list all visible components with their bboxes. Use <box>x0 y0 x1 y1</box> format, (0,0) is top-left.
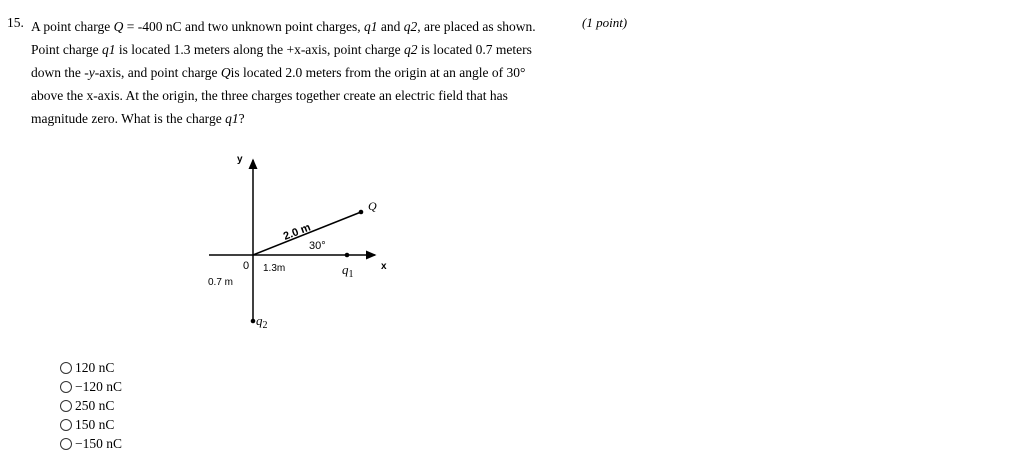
question-text-segment: is located 0.7 meters <box>417 42 532 57</box>
question-text-segment: -axis, and point charge <box>94 65 221 80</box>
answer-label: 120 nC <box>75 359 115 375</box>
answer-label: −120 nC <box>75 378 122 394</box>
question-line <box>31 61 571 84</box>
question-charge-symbol: q1 <box>363 19 378 34</box>
distance-q1-label: 1.3m <box>263 263 286 274</box>
charge-q1-letter: q <box>342 262 349 277</box>
charge-q2-subscript: 2 <box>262 320 268 331</box>
radio-button[interactable] <box>60 438 72 450</box>
charge-q1-dot <box>345 253 350 258</box>
question-variable: Q <box>220 65 231 80</box>
question-number: 15. <box>7 15 24 30</box>
charge-q-dot <box>359 210 364 215</box>
question-line <box>31 38 571 61</box>
question-text-segment: , are placed as shown. <box>417 19 536 34</box>
question-charge-symbol: q2 <box>403 19 418 34</box>
radio-button[interactable] <box>60 381 72 393</box>
radio-button[interactable] <box>60 362 72 374</box>
charge-q2-letter: q <box>256 313 263 328</box>
question-text-segment: magnitude zero. What is the charge <box>31 111 226 126</box>
answer-choice[interactable] <box>60 396 122 415</box>
charge-q1-label <box>342 262 354 280</box>
answer-choice[interactable] <box>60 415 122 434</box>
answer-label: 250 nC <box>75 397 115 413</box>
question-text-segment: = -400 nC and two unknown point charges, <box>123 19 364 34</box>
answer-label: −150 nC <box>75 435 122 451</box>
question-variable: y <box>88 65 95 80</box>
question-text-segment: A point charge <box>31 19 114 34</box>
question-points: (1 point) <box>582 15 628 30</box>
charge-q1-subscript: 1 <box>348 269 354 280</box>
charge-q2-label <box>256 313 268 331</box>
origin-label: 0 <box>243 260 250 272</box>
answer-choice[interactable] <box>60 358 122 377</box>
question-text-segment: ? <box>238 111 245 126</box>
radio-button[interactable] <box>60 419 72 431</box>
question-charge-symbol: q1 <box>225 111 239 126</box>
question-text-segment: above the x-axis. At the origin, the three charges together create an electric field that has <box>31 88 508 103</box>
question-line <box>31 107 571 130</box>
answer-choice[interactable] <box>60 377 122 396</box>
answer-label: 150 nC <box>75 416 115 432</box>
distance-q2-label: 0.7 m <box>208 277 234 288</box>
question-variable: Q <box>113 19 124 34</box>
question-text-segment: down the - <box>31 65 89 80</box>
answer-choices <box>60 358 122 453</box>
answer-choice[interactable] <box>60 434 122 453</box>
angle-label: 30° <box>309 240 326 252</box>
charge-diagram <box>195 148 395 338</box>
question-text-segment: is located 1.3 meters along the +x-axis, point charge <box>115 42 405 57</box>
radio-button[interactable] <box>60 400 72 412</box>
charge-q-label: Q <box>368 199 377 213</box>
x-axis-label: x <box>381 261 387 272</box>
question-charge-symbol: q1 <box>102 42 116 57</box>
y-axis-label: y <box>237 154 243 165</box>
question-line <box>31 15 571 38</box>
question-line <box>31 84 571 107</box>
question-text-segment: is located 2.0 meters from the origin at an angle of 30° <box>230 65 526 80</box>
charge-q2-dot <box>251 319 256 324</box>
question-text <box>31 15 571 130</box>
question-text-segment: and <box>377 19 404 34</box>
question-text-segment: Point charge <box>31 42 102 57</box>
distance-q-label: 2.0 m <box>281 221 313 243</box>
question-charge-symbol: q2 <box>404 42 418 57</box>
